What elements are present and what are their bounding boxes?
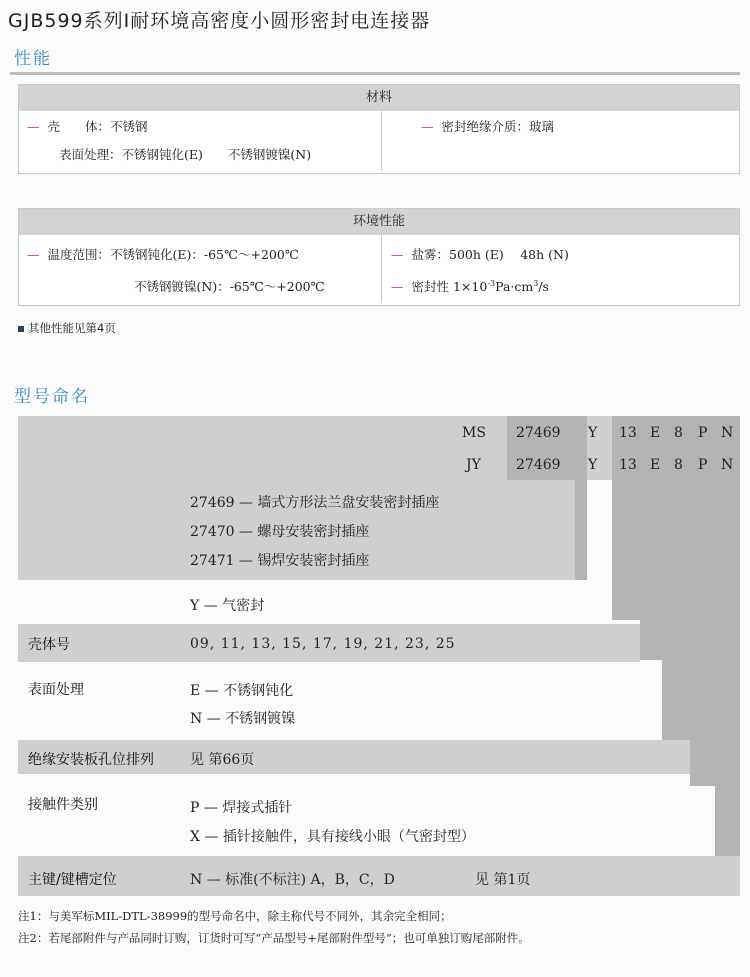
bullet-square-icon	[18, 326, 24, 332]
performance-heading: 性能	[14, 49, 52, 69]
shell-material-text: 壳 体：不锈钢	[47, 119, 148, 134]
environment-header: 环境性能	[19, 209, 739, 235]
shell-values: 09, 11, 13, 15, 17, 19, 21, 23, 25	[190, 636, 456, 652]
table-divider	[381, 235, 382, 303]
table-divider	[381, 111, 382, 171]
materials-table	[18, 84, 740, 174]
shell-material: — 壳 体：不锈钢	[27, 119, 148, 134]
code-contact: P	[698, 457, 708, 473]
code-shell: 13	[619, 425, 637, 441]
seal-pre: 密封性 1×10	[411, 279, 488, 294]
seal-mid: Pa·cm	[495, 279, 534, 294]
key-label: 主键/键槽定位	[28, 872, 117, 888]
code-prefix: JY	[466, 457, 481, 473]
code-surface: E	[650, 457, 661, 473]
key-value: N — 标准(不标注) A，B，C，D	[190, 872, 395, 888]
naming-heading: 型号命名	[14, 387, 90, 407]
page-title: GJB599系列Ⅰ耐环境高密度小圆形密封电连接器	[8, 10, 431, 32]
code-series: 27469	[516, 457, 561, 473]
other-note-text: 其他性能见第4页	[28, 321, 116, 335]
surface-value-n: N — 不锈钢镀镍	[190, 711, 296, 727]
surface-label: 表面处理	[28, 682, 84, 698]
series-27471: 27471 — 锡焊安装密封插座	[190, 553, 370, 569]
salt-spray: — 盐雾：500h (E) 48h (N)	[391, 247, 569, 262]
code-shell: 13	[619, 457, 637, 473]
shell-label: 壳体号	[28, 637, 70, 653]
code-surface: E	[650, 425, 661, 441]
code-layout: 8	[674, 425, 683, 441]
seal-material-text: 密封绝缘介质：玻璃	[441, 119, 555, 134]
contact-label: 接触件类别	[28, 797, 98, 813]
key-code-column	[715, 416, 740, 856]
temp-range-e-text: 温度范围：不锈钢钝化(E)：-65℃～+200℃	[47, 247, 299, 262]
code-layout: 8	[674, 457, 683, 473]
salt-spray-text: 盐雾：500h (E) 48h (N)	[411, 247, 569, 262]
section-divider	[10, 72, 740, 75]
surface-treatment: 表面处理：不锈钢钝化(E) 不锈钢镀镍(N)	[59, 147, 312, 162]
code-series: 27469	[516, 425, 561, 441]
code-key: N	[721, 457, 734, 473]
code-seal: Y	[588, 425, 598, 441]
surface-value-e: E — 不锈钢钝化	[190, 683, 294, 699]
layout-label: 绝缘安装板孔位排列	[28, 752, 154, 768]
temp-range-n: 不锈钢镀镍(N)：-65℃～+200℃	[134, 279, 325, 294]
series-27469: 27469 — 墙式方形法兰盘安装密封插座	[190, 495, 440, 511]
environment-table	[18, 208, 740, 306]
seal-material: — 密封绝缘介质：玻璃	[421, 119, 555, 134]
seal-exp2: 3	[533, 278, 539, 288]
seal-exp: -3	[487, 278, 496, 288]
contact-value-p: P — 焊接式插针	[190, 800, 293, 816]
code-prefix: MS	[462, 425, 486, 441]
seal-post: /s	[538, 279, 549, 294]
footnote-2: 注2：若尾部附件与产品同时订购，订货时可写“产品型号+尾部附件型号”；也可单独订购尾部附件。	[18, 931, 530, 945]
contact-value-x: X — 插针接触件，具有接线小眼（气密封型）	[190, 829, 475, 845]
sealing-rate: — 密封性 $1\times 10^{-3}Pa\cdot cm^3/s$	[391, 278, 549, 294]
series-27470: 27470 — 螺母安装密封插座	[190, 524, 370, 540]
layout-value: 见 第66页	[190, 752, 255, 768]
code-key: N	[721, 425, 734, 441]
key-ref: 见 第1页	[475, 872, 531, 888]
seal-type-desc: Y — 气密封	[190, 598, 265, 614]
code-contact: P	[698, 425, 708, 441]
materials-header: 材料	[19, 85, 739, 111]
temp-range-e: — 温度范围：不锈钢钝化(E)：-65℃～+200℃	[27, 247, 299, 262]
other-performance-note	[18, 320, 116, 336]
code-seal: Y	[588, 457, 598, 473]
footnote-1: 注1：与美军标MIL-DTL-38999的型号命名中，除主称代号不同外，其余完全相同；	[18, 909, 452, 923]
